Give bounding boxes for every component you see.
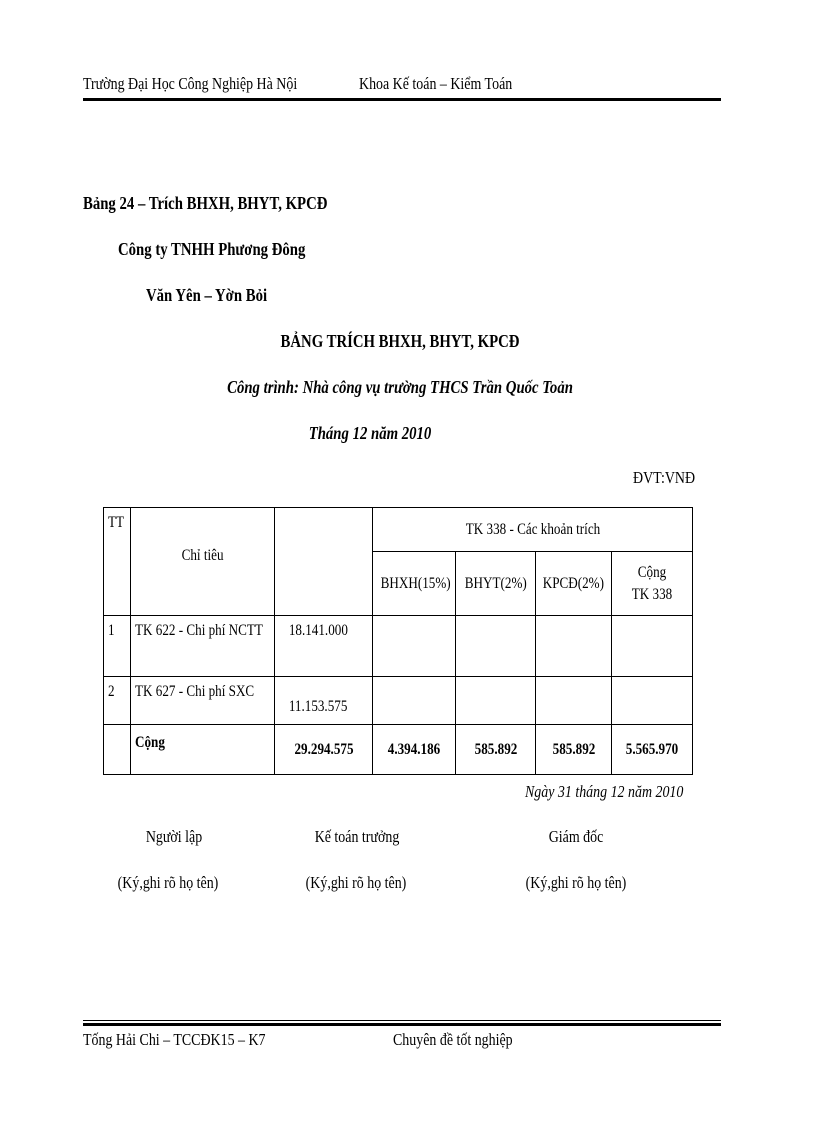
total-row <box>104 725 693 775</box>
header-bhxh: BHXH(15%) <box>373 552 456 616</box>
row1-bhyt <box>456 616 536 677</box>
header-chitieu: Chỉ tiêu <box>131 508 275 616</box>
preparer-title: Người lập <box>145 827 203 846</box>
row1-name: TK 622 - Chi phí NCTT <box>131 616 275 677</box>
total-sum: 5.565.970 <box>612 725 693 775</box>
document-title: BẢNG TRÍCH BHXH, BHYT, KPCĐ <box>280 331 520 351</box>
currency-unit: ĐVT:VNĐ <box>633 468 696 487</box>
header-rule <box>83 98 721 101</box>
deduction-table <box>103 507 693 775</box>
footer-topic: Chuyên đề tốt nghiệp <box>393 1030 513 1049</box>
row2-kpcd <box>536 677 612 725</box>
header-school: Trường Đại Học Công Nghiệp Hà Nội <box>83 74 298 93</box>
director-sign-note: (Ký,ghi rõ họ tên) <box>525 873 627 892</box>
chief-accountant-sign-note: (Ký,ghi rõ họ tên) <box>305 873 407 892</box>
director-title: Giám đốc <box>548 827 604 846</box>
total-kpcd: 585.892 <box>536 725 612 775</box>
header-department: Khoa Kế toán – Kiểm Toán <box>359 74 513 93</box>
row2-total <box>612 677 693 725</box>
row2-amount: 11.153.575 <box>275 677 373 725</box>
row2-name: TK 627 - Chi phí SXC <box>131 677 275 725</box>
row1-kpcd <box>536 616 612 677</box>
total-bhxh: 4.394.186 <box>373 725 456 775</box>
header-tt: TT <box>104 508 131 616</box>
footer-rule-thin <box>83 1020 721 1021</box>
row2-bhxh <box>373 677 456 725</box>
header-tk338-group: TK 338 - Các khoản trích <box>373 508 693 552</box>
row1-bhxh <box>373 616 456 677</box>
header-total: Cộng TK 338 <box>612 552 693 616</box>
sign-date: Ngày 31 tháng 12 năm 2010 <box>525 782 684 801</box>
company-name: Công ty TNHH Phương Đông <box>118 239 306 259</box>
table-label: Bảng 24 – Trích BHXH, BHYT, KPCĐ <box>83 193 328 213</box>
header-kpcd: KPCĐ(2%) <box>536 552 612 616</box>
total-tt <box>104 725 131 775</box>
preparer-sign-note: (Ký,ghi rõ họ tên) <box>117 873 219 892</box>
row1-amount: 18.141.000 <box>275 616 373 677</box>
footer-rule-thick <box>83 1023 721 1026</box>
table-row <box>104 616 693 677</box>
table-row <box>104 677 693 725</box>
total-label: Cộng <box>131 725 275 775</box>
project-name: Công trình: Nhà công vụ trường THCS Trần Quốc Toản <box>227 377 573 397</box>
total-bhyt: 585.892 <box>456 725 536 775</box>
row2-bhyt <box>456 677 536 725</box>
header-bhyt: BHYT(2%) <box>456 552 536 616</box>
total-amount: 29.294.575 <box>275 725 373 775</box>
row1-total <box>612 616 693 677</box>
header-amount <box>275 508 373 616</box>
chief-accountant-title: Kế toán trưởng <box>314 827 400 846</box>
period: Tháng 12 năm 2010 <box>308 423 432 443</box>
row1-tt: 1 <box>104 616 131 677</box>
company-address: Văn Yên – Yờn Bỏi <box>146 285 268 305</box>
row2-tt: 2 <box>104 677 131 725</box>
footer-author: Tống Hải Chi – TCCĐK15 – K7 <box>83 1030 266 1049</box>
